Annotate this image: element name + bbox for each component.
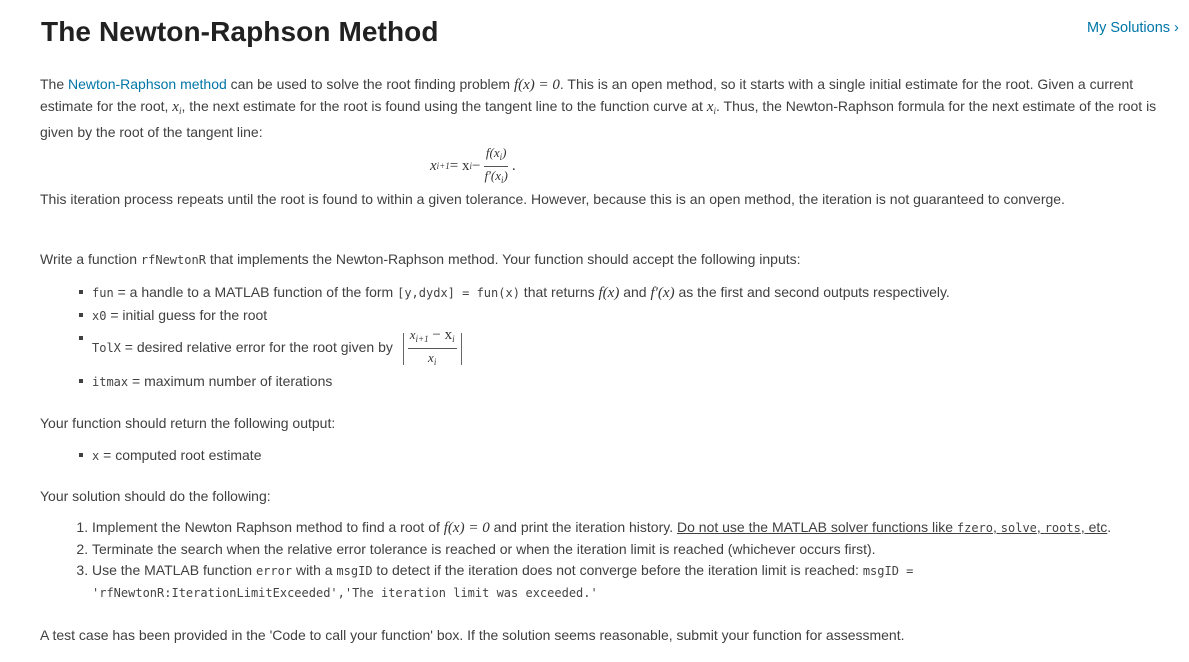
my-solutions-label: My Solutions xyxy=(1087,20,1171,36)
my-solutions-link[interactable] xyxy=(1087,20,1179,36)
relative-error-formula: $\frac{x_{i+1} - x_i}{x_i}$ xyxy=(401,327,464,370)
math-xi: $x_i$ xyxy=(172,99,182,116)
write-function-paragraph: Write a function rfNewtonR that implements the Newton-Raphson method. Your function should accept the following inputs: xyxy=(40,251,801,267)
problem-description xyxy=(40,74,1160,646)
steps-list xyxy=(40,517,1160,604)
list-item: fun = a handle to a MATLAB function of the form [y,dydx] = fun(x) that returns f(x) and f′(x) as the first and second outputs respectively. xyxy=(92,281,1160,304)
math-fx-eq-zero: f(x) = 0 xyxy=(513,77,560,93)
formula-fraction: $\frac{f(x_i)}{f'(x_i)}$ xyxy=(484,145,508,185)
page-title: The Newton-Raphson Method xyxy=(41,16,439,47)
return-heading: Your function should return the following output: xyxy=(40,415,336,431)
convergence-note: This iteration process repeats until the root is found to within a given tolerance. However, because this is an open method, the iteration is not guaranteed to converge. xyxy=(40,191,1065,207)
math-xi: $x_i$ xyxy=(706,99,716,116)
footer-note: A test case has been provided in the 'Code to call your function' box. If the solution seems reasonable, submit your function for assessment. xyxy=(40,627,905,643)
list-item: x0 = initial guess for the root xyxy=(92,304,1160,327)
function-name-code: rfNewtonR xyxy=(140,253,206,267)
list-item: 1. Implement the Newton Raphson method to find a root of f(x) = 0 and print the iteration history. Do not use the MATLAB solver functions like fzero, solve, roots, etc. xyxy=(92,517,1160,539)
list-item: itmax = maximum number of iterations xyxy=(92,370,1160,393)
list-item: 2. Terminate the search when the relative error tolerance is reached or when the iteration limit is reached (whichever occurs first). xyxy=(92,539,1160,560)
list-item: x = computed root estimate xyxy=(92,444,1160,467)
list-item: 3. Use the MATLAB function error with a msgID to detect if the iteration does not converge before the iteration limit is reached: msgID = 'rfNewtonR:IterationLimitExceeded','The iteration limit was exceeded.' xyxy=(92,560,1160,604)
outputs-list xyxy=(40,444,1160,467)
chevron-right-icon: › xyxy=(1174,20,1179,36)
newton-raphson-link[interactable]: Newton-Raphson method xyxy=(68,76,227,92)
newton-formula-block xyxy=(40,143,1160,189)
intro-paragraph: The Newton-Raphson method can be used to solve the root finding problem f(x) = 0. This is an open method, so it starts with a single initial estimate for the root. Given a current estimate for the root, $x_i$, the next estimate for the root is found using the tangent line to the function curve at $x_i$. Thus, the Newton-Raphson formula for the next estimate of the root is given by the root of the tangent line: xyxy=(40,76,1157,140)
newton-formula: x i+1 = x i − $\frac{f(x_i)}{f'(x_i)}$ . xyxy=(430,145,516,188)
list-item: TolX = desired relative error for the root given by $\frac{x_{i+1} - x_i}{x_i}$ xyxy=(92,327,1160,370)
inputs-list xyxy=(40,281,1160,393)
steps-heading: Your solution should do the following: xyxy=(40,488,271,504)
